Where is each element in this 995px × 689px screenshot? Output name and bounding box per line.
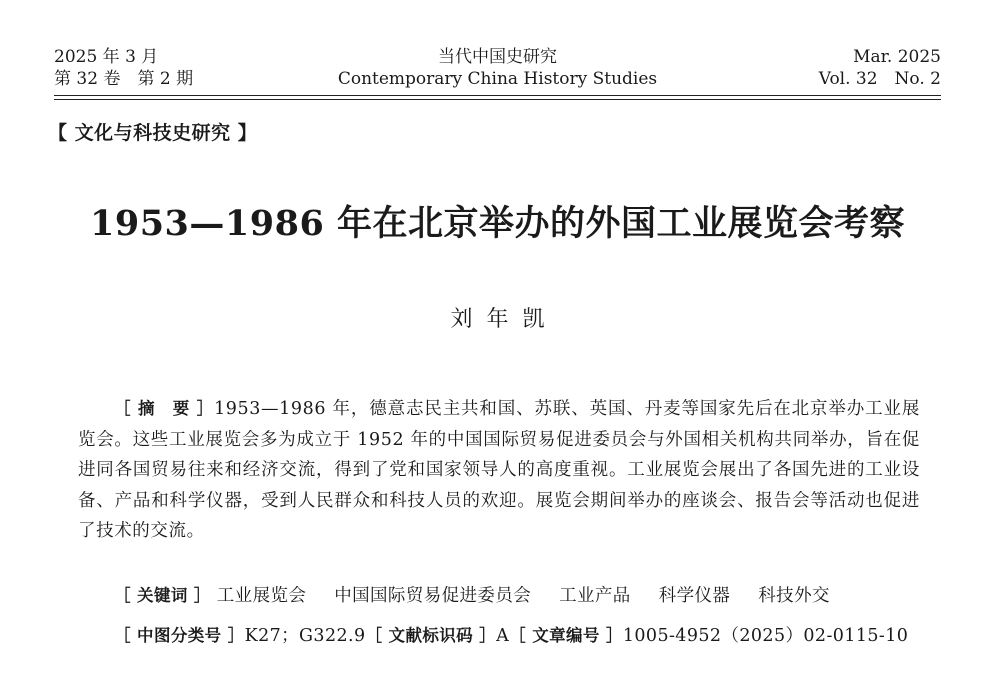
journal-header bbox=[54, 46, 941, 92]
keywords-line bbox=[114, 582, 830, 607]
clc-value: K27；G322.9 bbox=[244, 626, 366, 646]
issue-date: 2025 年 3 月 bbox=[54, 47, 159, 67]
issue-date-en-block bbox=[819, 46, 941, 90]
keywords-label: ［ 关键词 ］ bbox=[114, 586, 211, 605]
header-rule-thick bbox=[54, 99, 941, 100]
article-no-value: 1005-4952（2025）02-0115-10 bbox=[622, 626, 909, 646]
section-tag: 【 文化与科技史研究 】 bbox=[48, 122, 258, 144]
author-name: 刘年凯 bbox=[450, 307, 559, 332]
abstract-paragraph bbox=[78, 394, 920, 547]
keyword-item: 科技外交 bbox=[758, 586, 830, 606]
keyword-item: 工业产品 bbox=[559, 586, 631, 606]
volume-issue: 第 32 卷 第 2 期 bbox=[54, 69, 194, 89]
article-title: 1953—1986 年在北京举办的外国工业展览会考察 bbox=[89, 203, 905, 244]
doc-code-label: ［ 文献标识码 ］ bbox=[365, 626, 497, 645]
journal-name-cn: 当代中国史研究 bbox=[438, 47, 557, 67]
journal-name-block bbox=[54, 46, 941, 90]
abstract-label: ［ 摘 要 ］ bbox=[114, 399, 215, 418]
classification-line bbox=[114, 622, 908, 647]
header-rule-thin bbox=[54, 95, 941, 96]
keyword-item: 科学仪器 bbox=[658, 586, 731, 606]
keyword-item: 工业展览会 bbox=[216, 586, 307, 606]
issue-date-en: Mar. 2025 bbox=[853, 47, 941, 67]
journal-name-en: Contemporary China History Studies bbox=[337, 69, 658, 89]
doc-code-value: A bbox=[496, 626, 510, 646]
volume-issue-en: Vol. 32 No. 2 bbox=[818, 69, 941, 89]
clc-label: ［ 中图分类号 ］ bbox=[114, 626, 245, 645]
article-no-label: ［ 文章编号 ］ bbox=[509, 626, 623, 645]
keyword-item: 中国国际贸易促进委员会 bbox=[334, 586, 532, 606]
abstract-text: 1953—1986 年，德意志民主共和国、苏联、英国、丹麦等国家先后在北京举办工业展览会。这些工业展览会多为成立于 1952 年的中国国际贸易促进委员会与外国相关机构共同举办，旨在促进同各国贸易往来和经济交流，得到了党和国家领导人的高度重视。工业展览会展出了各国先进的工业设备、产品和科学仪器，受到人民群众和科技人员的欢迎。展览会期间举办的座谈会、报告会等活动也促进了技术的交流。 bbox=[78, 399, 920, 541]
